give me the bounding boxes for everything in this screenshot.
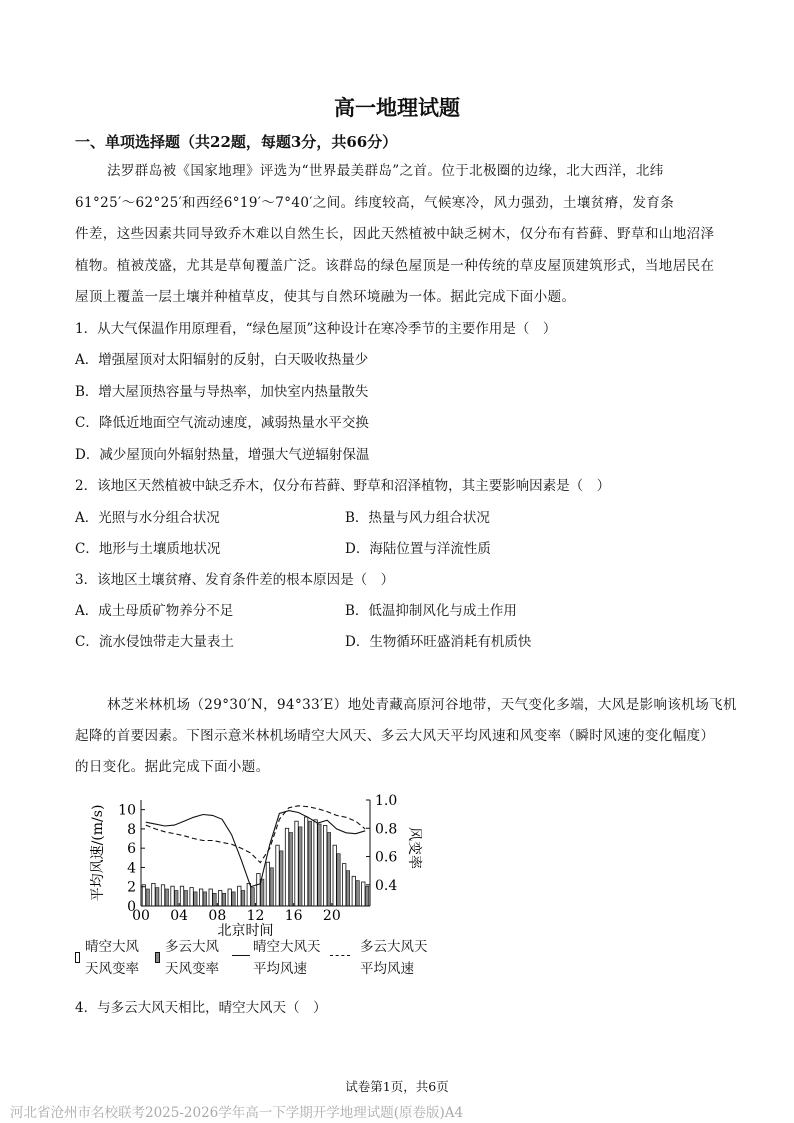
- cloudy-variability-bar: [222, 893, 225, 906]
- question-4-stem: 4．与多云大风天相比，晴空大风天（ ）: [75, 1000, 327, 1016]
- left-tick-label: 6: [127, 841, 136, 858]
- q3-option-a: A．成土母质矿物养分不足: [75, 603, 234, 619]
- right-tick-label: 0.4: [375, 877, 398, 894]
- clear-variability-bar: [276, 845, 279, 906]
- left-axis-label: 平均风速/(m/s): [90, 804, 106, 902]
- q1-option-b: B．增大屋顶热容量与导热率，加快室内热量散失: [75, 384, 369, 400]
- clear-variability-bar: [362, 882, 365, 906]
- right-tick-label: 0.8: [375, 821, 398, 838]
- question-1-stem: 1．从大气保温作用原理看，“绿色屋顶”这种设计在寒冷季节的主要作用是（ ）: [75, 321, 557, 337]
- q2-option-b: B．热量与风力组合状况: [345, 510, 490, 526]
- clear-variability-bar: [219, 891, 222, 907]
- clear-variability-bar: [142, 885, 145, 906]
- cloudy-variability-bar: [194, 892, 197, 906]
- clear-variability-bar: [199, 889, 202, 906]
- clear-variability-bar: [304, 817, 307, 906]
- q1-option-c: C．降低近地面空气流动速度，减弱热量水平交换: [75, 415, 369, 431]
- passage1-line: 屋顶上覆盖一层土壤并种植草皮，使其与自然环境融为一体。据此完成下面小题。: [75, 289, 576, 305]
- cloudy-speed-line: [146, 806, 365, 863]
- clear-variability-bar: [295, 821, 298, 906]
- right-tick-label: 0.6: [375, 849, 398, 866]
- cloudy-variability-bar: [251, 888, 254, 906]
- passage1-line: 61°25′～62°25′和西经6°19′～7°40′之间。纬度较高，气候寒冷，风力强劲，土壤贫瘠，发育条: [75, 195, 675, 211]
- cloudy-variability-bar: [156, 888, 159, 906]
- left-tick-label: 10: [118, 802, 136, 819]
- cloudy-variability-bar: [270, 868, 273, 906]
- cloudy-variability-bar: [232, 892, 235, 906]
- wind-chart: [80, 790, 440, 940]
- left-tick-label: 4: [127, 860, 136, 877]
- clear-variability-bar: [333, 845, 336, 906]
- cloudy-variability-bar: [184, 891, 187, 907]
- solid-line-legend-icon: [232, 955, 250, 956]
- gray-bar-legend-icon: [155, 952, 160, 963]
- q3-option-d: D．生物循环旺盛消耗有机质快: [345, 634, 532, 650]
- cloudy-variability-bar: [308, 821, 311, 906]
- q3-option-b: B．低温抑制风化与成土作用: [345, 603, 517, 619]
- clear-variability-bar: [285, 828, 288, 906]
- white-bar-legend-icon: [75, 952, 80, 963]
- cloudy-variability-bar: [318, 824, 321, 906]
- cloudy-variability-bar: [289, 833, 292, 907]
- x-tick-label: 12: [246, 908, 265, 924]
- q2-option-c: C．地形与土壤质地状况: [75, 541, 221, 557]
- passage2-line: 林芝米林机场（29°30′N，94°33′E）地处青藏高原河谷地带，天气变化多端，大风是影响该机场飞机: [107, 697, 737, 713]
- clear-variability-bar: [190, 888, 193, 906]
- cloudy-variability-bar: [327, 833, 330, 907]
- passage1-line: 件差，这些因素共同导致乔木难以自然生长，因此天然植被中缺乏树木，仅分布有苔藓、野草和山地沼泽: [75, 226, 715, 242]
- section-heading: 一、单项选择题（共22题，每题3分，共66分）: [75, 133, 398, 151]
- q1-option-a: A．增强屋顶对太阳辐射的反射，白天吸收热量少: [75, 352, 369, 368]
- clear-variability-bar: [324, 825, 327, 906]
- q1-option-d: D．减少屋顶向外辐射热量，增强大气逆辐射保温: [75, 447, 370, 463]
- clear-variability-bar: [161, 885, 164, 906]
- page-title: 高一地理试题: [334, 95, 460, 120]
- q3-option-c: C．流水侵蚀带走大量表土: [75, 634, 234, 650]
- right-axis-label: 风变率: [406, 827, 422, 869]
- clear-variability-bar: [209, 889, 212, 906]
- cloudy-variability-bar: [213, 893, 216, 906]
- dashed-line-legend-icon: [330, 955, 350, 956]
- x-tick-label: 04: [170, 908, 189, 924]
- cloudy-variability-bar: [356, 881, 359, 906]
- passage2-line: 起降的首要因素。下图示意米林机场晴空大风天、多云大风天平均风速和风变率（瞬时风速的变化幅度）: [75, 728, 715, 744]
- question-2-stem: 2．该地区天然植被中缺乏乔木，仅分布苔藓、野草和沼泽植物，其主要影响因素是（ ）: [75, 478, 611, 494]
- cloudy-variability-bar: [299, 827, 302, 906]
- clear-variability-bar: [266, 862, 269, 906]
- clear-variability-bar: [247, 883, 250, 906]
- right-tick-label: 1.0: [375, 793, 398, 809]
- x-tick-label: 16: [284, 908, 303, 924]
- passage2-line: 的日变化。据此完成下面小题。: [75, 759, 270, 775]
- cloudy-variability-bar: [241, 891, 244, 907]
- x-tick-label: 08: [208, 908, 227, 924]
- clear-variability-bar: [180, 886, 183, 906]
- q2-option-d: D．海陆位置与洋流性质: [345, 541, 491, 557]
- cloudy-variability-bar: [165, 889, 168, 906]
- passage1-line: 植物。植被茂盛，尤其是草甸覆盖广泛。该群岛的绿色屋顶是一种传统的草皮屋顶建筑形式，当地居民在: [75, 258, 715, 274]
- left-tick-label: 2: [127, 879, 136, 896]
- watermark-text: 河北省沧州市名校联考2025-2026学年高一下学期开学地理试题(原卷版)A4: [10, 1105, 464, 1121]
- cloudy-variability-bar: [365, 886, 368, 906]
- passage1-line: 法罗群岛被《国家地理》评选为“世界最美群岛”之首。位于北极圈的边缘，北大西洋，北纬: [107, 163, 664, 179]
- clear-variability-bar: [171, 886, 174, 906]
- question-3-stem: 3．该地区土壤贫瘠、发育条件差的根本原因是（ ）: [75, 572, 395, 588]
- cloudy-variability-bar: [146, 889, 149, 906]
- clear-variability-bar: [152, 883, 155, 906]
- clear-variability-bar: [343, 864, 346, 906]
- q2-option-a: A．光照与水分组合状况: [75, 510, 220, 526]
- cloudy-variability-bar: [346, 871, 349, 906]
- cloudy-variability-bar: [175, 891, 178, 907]
- clear-variability-bar: [314, 820, 317, 906]
- x-tick-label: 20: [322, 908, 341, 924]
- left-tick-label: 8: [127, 821, 136, 838]
- x-tick-label: 00: [132, 908, 150, 924]
- cloudy-variability-bar: [337, 854, 340, 906]
- left-tick-label: 0: [127, 899, 136, 915]
- clear-speed-line: [146, 811, 365, 887]
- x-axis-label: 北京时间: [217, 923, 274, 939]
- cloudy-variability-bar: [280, 851, 283, 906]
- clear-variability-bar: [228, 889, 231, 906]
- clear-variability-bar: [238, 886, 241, 906]
- clear-variability-bar: [352, 876, 355, 906]
- page-footer: 试卷第1页，共6页: [345, 1079, 449, 1094]
- clear-variability-bar: [257, 874, 260, 907]
- cloudy-variability-bar: [203, 892, 206, 906]
